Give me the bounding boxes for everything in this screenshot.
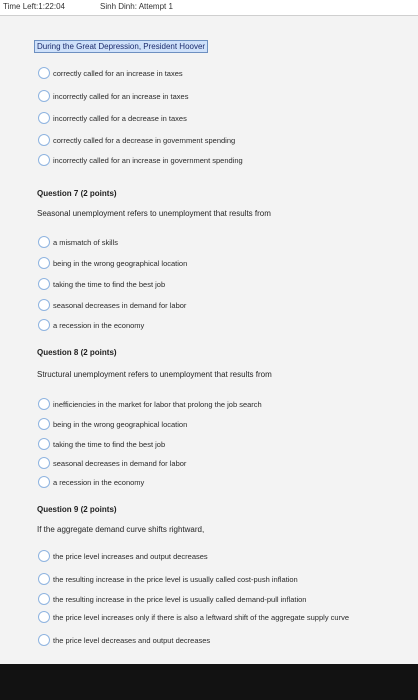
- question-6-prompt: During the Great Depression, President Hoover: [37, 42, 206, 51]
- radio-button[interactable]: [38, 257, 50, 269]
- question-8-title: Question 8 (2 points): [37, 348, 117, 357]
- radio-button[interactable]: [38, 593, 50, 605]
- radio-button[interactable]: [38, 154, 50, 166]
- radio-button[interactable]: [38, 634, 50, 646]
- question-9-option[interactable]: [38, 549, 208, 563]
- question-8-option[interactable]: [38, 397, 262, 411]
- question-8-option[interactable]: [38, 475, 144, 489]
- option-label: a mismatch of skills: [53, 237, 119, 247]
- option-label: the price level decreases and output decreases: [53, 635, 211, 645]
- question-9-option[interactable]: [38, 606, 383, 628]
- radio-button[interactable]: [38, 418, 50, 430]
- option-label: a recession in the economy: [53, 477, 145, 487]
- bottom-bar: [0, 664, 418, 700]
- option-label: seasonal decreases in demand for labor: [53, 458, 187, 468]
- option-label: being in the wrong geographical location: [53, 419, 188, 429]
- option-label: incorrectly called for an increase in taxes: [53, 91, 189, 101]
- attempt-info: Sinh Dinh: Attempt 1: [100, 2, 173, 11]
- radio-button[interactable]: [38, 611, 50, 623]
- option-label: incorrectly called for an increase in government spending: [53, 155, 243, 165]
- question-7-title: Question 7 (2 points): [37, 189, 117, 198]
- option-label: a recession in the economy: [53, 320, 145, 330]
- question-6-option[interactable]: [38, 133, 235, 147]
- radio-button[interactable]: [38, 476, 50, 488]
- question-6-option[interactable]: [38, 89, 188, 103]
- radio-button[interactable]: [38, 319, 50, 331]
- question-7-prompt: Seasonal unemployment refers to unemployment that results from: [37, 209, 271, 218]
- time-left: Time Left:1:22:04: [3, 2, 65, 11]
- option-label: taking the time to find the best job: [53, 279, 166, 289]
- option-label: seasonal decreases in demand for labor: [53, 300, 187, 310]
- radio-button[interactable]: [38, 134, 50, 146]
- radio-button[interactable]: [38, 90, 50, 102]
- option-label: being in the wrong geographical location: [53, 258, 188, 268]
- question-9-prompt: If the aggregate demand curve shifts rightward,: [37, 525, 205, 534]
- radio-button[interactable]: [38, 573, 50, 585]
- question-8-option[interactable]: [38, 456, 186, 470]
- quiz-content: [0, 16, 418, 664]
- question-6-option[interactable]: [38, 66, 183, 80]
- question-8-prompt: Structural unemployment refers to unemployment that results from: [37, 370, 272, 379]
- option-label: the price level increases and output decreases: [53, 551, 208, 561]
- radio-button[interactable]: [38, 112, 50, 124]
- question-9-option[interactable]: [38, 572, 298, 586]
- radio-button[interactable]: [38, 398, 50, 410]
- option-label: the resulting increase in the price level is usually called demand-pull inflation: [53, 594, 307, 604]
- option-label: inefficiencies in the market for labor that prolong the job search: [53, 399, 262, 409]
- radio-button[interactable]: [38, 438, 50, 450]
- question-6-option[interactable]: [38, 111, 187, 125]
- option-label: correctly called for a decrease in government spending: [53, 135, 236, 145]
- option-label: incorrectly called for a decrease in taxes: [53, 113, 187, 123]
- option-label: the resulting increase in the price level is usually called cost-push inflation: [53, 574, 298, 584]
- radio-button[interactable]: [38, 299, 50, 311]
- radio-button[interactable]: [38, 278, 50, 290]
- question-9-option[interactable]: [38, 633, 210, 647]
- question-8-option[interactable]: [38, 417, 187, 431]
- quiz-header: [0, 0, 418, 16]
- option-label: taking the time to find the best job: [53, 439, 166, 449]
- radio-button[interactable]: [38, 550, 50, 562]
- option-label: correctly called for an increase in taxes: [53, 68, 183, 78]
- question-9-title: Question 9 (2 points): [37, 505, 117, 514]
- question-7-option[interactable]: [38, 277, 165, 291]
- radio-button[interactable]: [38, 457, 50, 469]
- question-7-option[interactable]: [38, 256, 187, 270]
- option-label: the price level increases only if there is also a leftward shift of the aggregate supply curve: [53, 612, 349, 622]
- question-9-option[interactable]: [38, 592, 306, 606]
- radio-button[interactable]: [38, 236, 50, 248]
- question-6-option[interactable]: [38, 153, 243, 167]
- question-7-option[interactable]: [38, 298, 186, 312]
- question-7-option[interactable]: [38, 318, 144, 332]
- question-7-option[interactable]: [38, 235, 118, 249]
- question-8-option[interactable]: [38, 437, 165, 451]
- radio-button[interactable]: [38, 67, 50, 79]
